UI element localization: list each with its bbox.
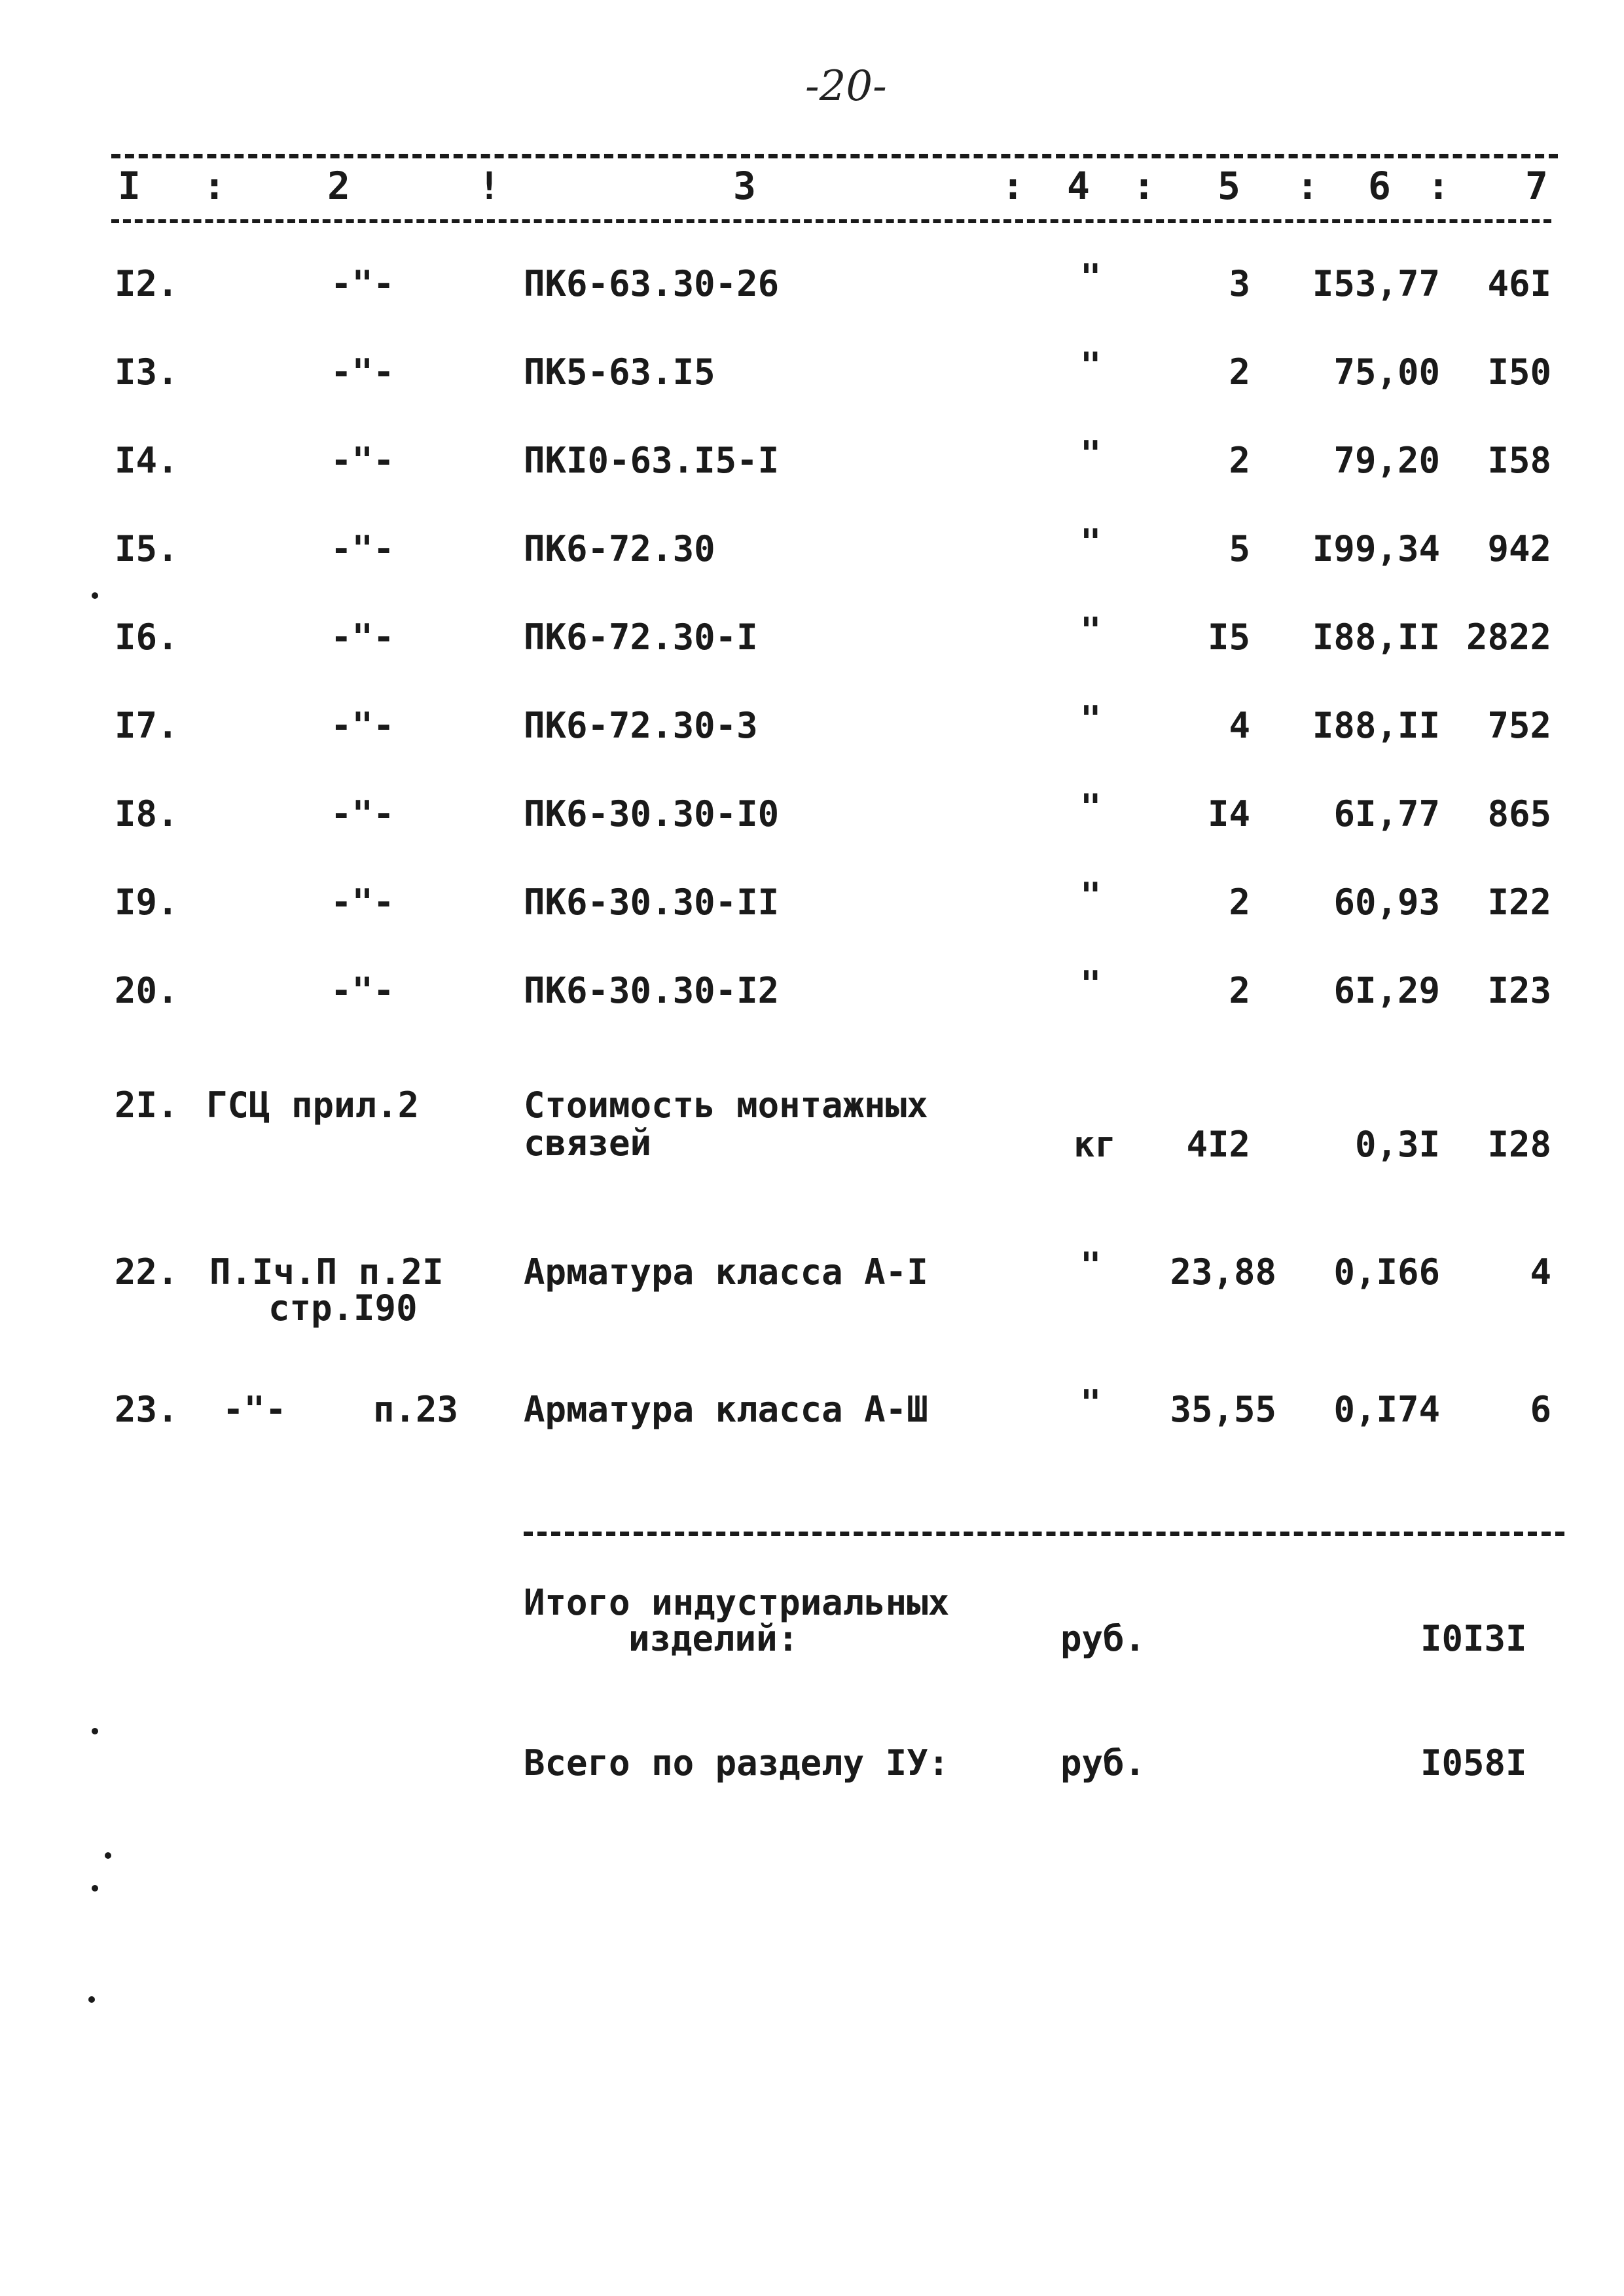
row-name: Арматура класса А-I (524, 1251, 928, 1293)
row-name: Арматура класса А-Ш (524, 1389, 928, 1430)
row-unit: " (1080, 787, 1102, 828)
scan-speck (92, 1728, 98, 1734)
row-total: I23 (1487, 970, 1551, 1011)
row-qty: I5 (1207, 617, 1250, 658)
row-name-line2: связей (524, 1122, 652, 1164)
header-sep-1: : (203, 164, 226, 208)
row-name: ПК6-72.30-3 (524, 705, 758, 746)
row-unit: " (1080, 433, 1102, 475)
industrial-total-unit: руб. (1060, 1618, 1146, 1659)
row-source: ГСЦ прил.2 (206, 1085, 420, 1126)
row-source-line2: стр.I90 (268, 1287, 418, 1329)
row-number: 22. (115, 1251, 179, 1293)
row-qty: 4I2 (1186, 1124, 1250, 1165)
header-sep-6: : (1427, 164, 1450, 208)
header-sep-4: : (1132, 164, 1155, 208)
header-col-1: I (118, 164, 141, 208)
row-name: ПК6-30.30-II (524, 882, 780, 923)
row-source: -"- (331, 617, 395, 658)
row-number: 23. (115, 1389, 179, 1430)
row-total: 2822 (1466, 617, 1551, 658)
row-total: 6 (1530, 1389, 1551, 1430)
industrial-total-value: I0I3I (1420, 1618, 1527, 1659)
row-price: 0,I66 (1333, 1251, 1440, 1293)
header-col-7: 7 (1525, 164, 1548, 208)
row-name-line1: Стоимость монтажных (524, 1085, 928, 1126)
scan-speck (88, 1996, 95, 2003)
top-dashed-rule (111, 154, 1558, 158)
row-source: -"- (331, 793, 395, 834)
row-source: -"- (331, 528, 395, 569)
row-number: 20. (115, 970, 179, 1011)
row-source: -"- (331, 882, 395, 923)
header-col-5: 5 (1218, 164, 1240, 208)
scan-speck (105, 1852, 111, 1859)
row-number: 2I. (115, 1085, 179, 1126)
row-unit: " (1080, 698, 1102, 740)
row-total: 942 (1487, 528, 1551, 569)
row-price: I88,II (1312, 617, 1440, 658)
row-unit: " (1080, 522, 1102, 563)
row-price: I88,II (1312, 705, 1440, 746)
row-number: I9. (115, 882, 179, 923)
header-sep-2: ! (478, 164, 501, 208)
row-source: -"- (331, 263, 395, 304)
row-qty: 2 (1229, 970, 1250, 1011)
row-name: ПК6-30.30-I0 (524, 793, 780, 834)
row-total: 4 (1530, 1251, 1551, 1293)
row-qty: 23,88 (1170, 1251, 1276, 1293)
row-source-ditto: -"- (223, 1389, 287, 1430)
row-unit: " (1080, 345, 1102, 386)
industrial-total-label-line2: изделий: (628, 1618, 799, 1659)
row-source-line1: П.Iч.П п.2I (209, 1251, 444, 1293)
row-qty: 3 (1229, 263, 1250, 304)
row-unit: кг (1074, 1124, 1117, 1165)
row-qty: 4 (1229, 705, 1250, 746)
header-col-4: 4 (1067, 164, 1090, 208)
section-total-unit: руб. (1060, 1742, 1146, 1784)
row-number: I5. (115, 528, 179, 569)
row-source: -"- (331, 351, 395, 393)
row-qty: 5 (1229, 528, 1250, 569)
row-total: I22 (1487, 882, 1551, 923)
row-total: I58 (1487, 440, 1551, 481)
row-qty: 2 (1229, 440, 1250, 481)
row-unit: " (1080, 610, 1102, 651)
row-source-item: п.23 (373, 1389, 459, 1430)
row-total: I50 (1487, 351, 1551, 393)
row-name: ПК6-72.30 (524, 528, 715, 569)
row-price: 60,93 (1333, 882, 1440, 923)
row-price: 0,3I (1354, 1124, 1440, 1165)
section-total-label: Всего по разделу IУ: (524, 1742, 950, 1784)
row-unit: " (1080, 963, 1102, 1005)
row-total: I28 (1487, 1124, 1551, 1165)
row-total: 865 (1487, 793, 1551, 834)
row-source: -"- (331, 440, 395, 481)
header-col-3: 3 (733, 164, 756, 208)
row-price: 79,20 (1333, 440, 1440, 481)
row-qty: I4 (1207, 793, 1250, 834)
industrial-total-label-line1: Итого индустриальных (524, 1582, 950, 1623)
scan-speck (92, 592, 98, 599)
row-unit: " (1080, 875, 1102, 916)
row-number: I7. (115, 705, 179, 746)
header-sep-5: : (1296, 164, 1319, 208)
section-total-value: I058I (1420, 1742, 1527, 1784)
row-unit: " (1080, 257, 1102, 298)
row-number: I2. (115, 263, 179, 304)
row-number: I8. (115, 793, 179, 834)
page-number: -20- (805, 62, 887, 111)
row-total: 752 (1487, 705, 1551, 746)
row-price: I53,77 (1312, 263, 1440, 304)
row-qty: 35,55 (1170, 1389, 1276, 1430)
row-qty: 2 (1229, 351, 1250, 393)
row-price: I99,34 (1312, 528, 1440, 569)
row-source: -"- (331, 970, 395, 1011)
row-price: 6I,77 (1333, 793, 1440, 834)
row-unit: " (1080, 1245, 1102, 1286)
header-sep-3: : (1001, 164, 1024, 208)
row-total: 46I (1487, 263, 1551, 304)
row-name: ПК6-63.30-26 (524, 263, 780, 304)
row-name: ПК6-72.30-I (524, 617, 758, 658)
header-col-6: 6 (1368, 164, 1391, 208)
row-name: ПКI0-63.I5-I (524, 440, 780, 481)
row-source: -"- (331, 705, 395, 746)
row-number: I4. (115, 440, 179, 481)
row-price: 0,I74 (1333, 1389, 1440, 1430)
table-header (111, 164, 1564, 223)
row-number: I6. (115, 617, 179, 658)
row-price: 75,00 (1333, 351, 1440, 393)
header-underline (111, 219, 1551, 223)
row-name: ПК5-63.I5 (524, 351, 715, 393)
header-col-2: 2 (327, 164, 350, 208)
row-price: 6I,29 (1333, 970, 1440, 1011)
row-number: I3. (115, 351, 179, 393)
row-name: ПК6-30.30-I2 (524, 970, 780, 1011)
scan-speck (92, 1885, 98, 1892)
row-qty: 2 (1229, 882, 1250, 923)
summary-dashed-rule (524, 1532, 1564, 1536)
row-unit: " (1080, 1382, 1102, 1424)
